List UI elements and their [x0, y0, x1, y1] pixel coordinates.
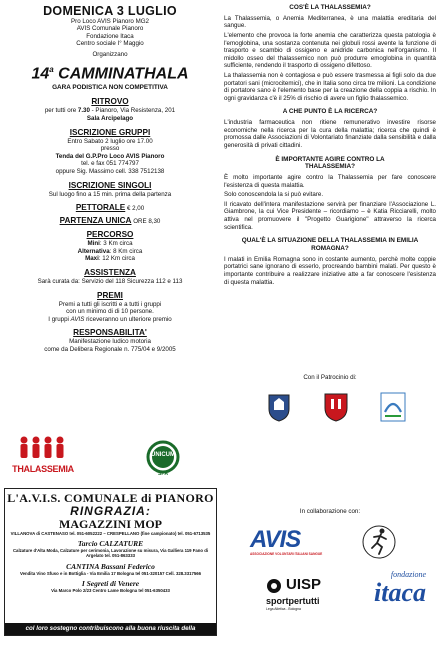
section-heading: A CHE PUNTO È LA RICERCA?: [282, 108, 378, 116]
section-paragraph: È molto importante agire contro la Thalassemia per fare conoscere l'esistenza di questa malattia.: [224, 174, 436, 189]
itaca-logo-pre: fondazione: [390, 570, 426, 579]
iscrizione-gruppi-line: Tenda del G.P.Pro Loco AVIS Pianoro: [55, 152, 165, 160]
ritrovo-title: RITROVO: [91, 97, 129, 107]
pianoro-crest-icon: [266, 392, 292, 422]
organizzano-label: Organizzano: [92, 50, 128, 58]
unicum-logo-sub: SPA: [158, 471, 168, 477]
ad-ringrazia: RINGRAZIA:: [70, 504, 151, 518]
organizer-line: AVIS Comunale Pianoro: [76, 25, 144, 33]
region-logo-icon: [380, 392, 406, 422]
avis-sponsor-box: [4, 488, 217, 644]
iscrizione-singoli-title: ISCRIZIONE SINGOLI: [68, 180, 152, 190]
uisp-logo-text: UISP: [286, 576, 322, 593]
percorso-value: : 12 Km circa: [98, 255, 135, 263]
avis-logo: [250, 528, 334, 556]
premi-title: PREMI: [97, 290, 123, 300]
unicum-logo: [138, 440, 188, 478]
ad-shop-name: Tarcio CALZATURE: [77, 539, 144, 549]
patrocinio-block: [224, 374, 436, 381]
percorso-item: [4, 240, 216, 248]
ad-shop-name: MAGAZZINI MOP: [59, 517, 162, 531]
premi-avis: AVIS: [70, 315, 85, 323]
section-heading: È IMPORTANTE AGIRE CONTRO LA THALASSEMIA?: [275, 155, 385, 171]
section-heading: COS'È LA THALASSEMIA?: [289, 4, 371, 11]
sponsor-logos-left: [10, 434, 210, 482]
event-subtitle: GARA PODISTICA NON COMPETITIVA: [52, 84, 168, 92]
premi-line: con un minimo di di 10 persone.: [66, 308, 154, 316]
event-date: DOMENICA 3 LUGLIO: [43, 4, 177, 18]
ad-footer-band: col loro sostegno contribuiscono alla buona riuscita della manifestazione: [5, 623, 216, 635]
pettorale-row: [4, 204, 216, 213]
pettorale-label: PETTORALE: [75, 203, 126, 213]
ritrovo-line1: [4, 107, 216, 115]
ad-shop-name: CANTINA Bassani Federico: [66, 561, 155, 571]
event-number: 14: [31, 65, 50, 83]
uisp-logo: [266, 576, 336, 616]
percorso-name: Maxi: [85, 255, 99, 263]
responsabilita-title: RESPONSABILITA': [73, 328, 147, 338]
ad-title: L'A.V.I.S. COMUNALE di PIANORO: [7, 491, 214, 505]
patrocinio-label: Con il Patrocinio di:: [303, 374, 357, 381]
runner-icon: [362, 522, 396, 562]
percorso-name: Alternativa: [77, 247, 110, 255]
thalassemia-logo-text: THALASSEMIA: [12, 464, 74, 474]
unicum-logo-text: UNICUM: [151, 452, 175, 458]
assistenza-line: Sarà curata da: Servizio del 118 Sicurezza 112 e 113: [37, 278, 183, 286]
premi-line: [4, 316, 216, 324]
section-paragraph: La Thalassemia, o Anemia Mediterranea, è una malattia ereditaria del sangue.: [224, 14, 436, 30]
percorso-title: PERCORSO: [86, 230, 134, 240]
premi-line: Premi a tutti gli iscritti e a tutti i gruppi: [58, 300, 162, 308]
partenza-label: PARTENZA UNICA: [59, 215, 132, 225]
ad-shop-name: I Segreti di Venere: [81, 578, 140, 588]
organizer-line: Pro Loco AVIS Pianoro MG2: [71, 18, 149, 25]
organizers-list: [4, 18, 216, 48]
partenza-value: ORE 8,30: [131, 217, 161, 225]
premi-pre: I gruppi: [48, 315, 71, 323]
ad-shop-address: Calzature d'Alta Moda, Calzature per cerimonia, Lavorazione su misura, Via Galliera 119 Fano di Argelato tel. 051-863333: [12, 548, 209, 559]
pettorale-value: € 2,00: [125, 205, 145, 213]
uisp-logo-sub2: Lega Atletica - Bologna: [266, 607, 301, 611]
section-heading: QUAL'È LA SITUAZIONE DELLA THALASSEMIA IN EMILIA ROMAGNA?: [241, 237, 419, 253]
province-crest-icon: [322, 390, 350, 422]
responsabilita-line: Manifestazione ludico motoria: [69, 338, 151, 346]
fondazione-itaca-logo: [356, 570, 426, 616]
avis-logo-text: AVIS: [250, 526, 301, 553]
section-paragraph: L'elemento che provoca la forte anemia che caratterizza questa patologia è l'emoglobina, una sostanza contenuta nei globuli rossi avente la funzione di trasporto e scambio di ossigeno e anidride carbonica nell'organismo. Il midollo osseo del thalassemico non può produrre emoglobina in quantità sufficiente, rendendo il trasporto di ossigeno difettoso.: [224, 31, 436, 70]
section-paragraph: Solo conoscendola la si può evitare.: [224, 191, 324, 199]
ritrovo-time: 7.30: [77, 107, 90, 115]
organizer-line: Centro sociale I° Maggio: [76, 40, 144, 48]
percorso-value: : 3 Km circa: [99, 240, 133, 248]
iscrizione-gruppi-line: tel. e fax 051 774797: [81, 160, 139, 168]
uisp-logo-sub: sportpertutti: [266, 596, 320, 606]
assistenza-title: ASSISTENZA: [84, 268, 136, 278]
responsabilita-line: come da Delibera Regionale n. 775/04 e 9/2005: [44, 346, 176, 354]
organizer-line: Fondazione Itaca: [86, 32, 134, 40]
section-paragraph: L'industria farmaceutica non ritiene remunerativo investire risorse economiche nella ricerca per la cura della malattia; ricerca che quindi è promossa dalle Associazioni di Volontariato finanziate dalla sensibilità e dalla generosità di privati cittadini.: [224, 119, 436, 149]
thalassemia-logo: [10, 434, 76, 480]
event-info-column: [4, 2, 216, 486]
iscrizione-singoli-line: Sul luogo fino a 15 min. prima della partenza: [48, 190, 172, 198]
collaborazione-block: [224, 508, 436, 515]
ad-shop-address: VILLANOVA di CASTENASO tel. 051-6052222 – CRESPELLANO (fine campionato) tel. 051-6713535: [10, 531, 211, 536]
itaca-logo-text: itaca: [374, 578, 426, 607]
percorso-item: [4, 248, 216, 256]
uisp-mark-icon: [266, 578, 282, 594]
percorso-item: [4, 255, 216, 263]
percorso-value: : 8 Km circa: [109, 247, 143, 255]
collaborazione-label: In collaborazione con:: [299, 508, 361, 515]
iscrizione-gruppi-line: presso: [100, 145, 120, 153]
premi-post: riceveranno un ulteriore premio: [84, 315, 172, 323]
event-name: CAMMINATHALA: [58, 65, 189, 83]
section-paragraph: La thalassemia non è contagiosa e può essere trasmessa ai figli solo da due portatori sani (microcitemici), che in Italia sono circa tre milioni. La condizione di portatore sano è l'elemento base per la creazione della coppia a rischio. In ogni gravidanza c'è il 25% di rischio di avere un figlio thalassemico.: [224, 71, 436, 102]
event-title: [4, 60, 216, 84]
avis-logo-sub: ASSOCIAZIONE VOLONTARI ITALIANI SANGUE: [250, 552, 323, 556]
iscrizione-gruppi-line: Entro Sabato 2 luglio ore 17.00: [67, 137, 153, 145]
partenza-row: [4, 217, 216, 226]
section-paragraph: Il ricavato dell'intera manifestazione servirà per finanziare l'Associazione L. Giambrone, la cui Vice Presidente – ricordiamo – è Katia Ricciarelli, molto attiva nel promuovere il "Progetto Guarigione" attraverso la ricerca scientifica.: [224, 200, 436, 231]
ritrovo-place: Sala Arcipelago: [86, 114, 134, 122]
ritrovo-pre: per tutti ore: [44, 107, 78, 115]
thalassemia-info-column: [224, 2, 436, 288]
runner-logo: [362, 522, 396, 562]
event-number-sup: a: [49, 65, 54, 75]
iscrizione-gruppi-line: oppure Sig. Massimo cell. 338 7512138: [55, 167, 165, 175]
section-paragraph: I malati in Emilia Romagna sono in costante aumento, perchè molte coppie portatrici sane ignorano di esserlo, procreando bambini malati. Per questo è importante contribuire a realizzare iniziative atte a far conoscere l'esistenza di questa malattia.: [224, 255, 436, 286]
ritrovo-post: - Pianoro, Via Resistenza, 201: [89, 107, 176, 115]
ad-shop-address: Via Marco Polo 2/23 Centro Lame Bologna tel 051-6350433: [51, 587, 170, 593]
iscrizione-gruppi-title: ISCRIZIONE GRUPPI: [69, 127, 151, 137]
percorso-name: Mini: [87, 240, 100, 248]
ad-shop-address: Vendita Vino Sfuso e in Bottiglia - Via Emilia 17 Bologna tel 051-320157 Cell. 328.3317566: [19, 570, 202, 576]
